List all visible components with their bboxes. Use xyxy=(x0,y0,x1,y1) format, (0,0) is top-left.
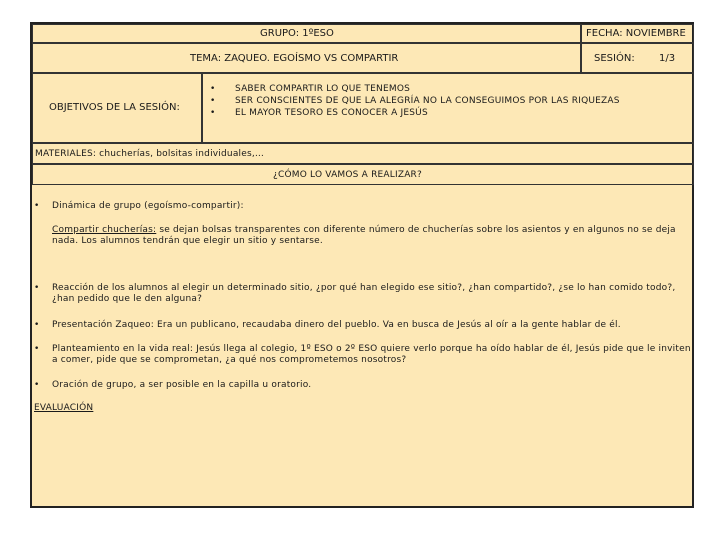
bullet-icon: • xyxy=(210,84,216,94)
materiales-text: MATERIALES: chucherías, bolsitas individuales,… xyxy=(35,149,265,159)
grupo-cell xyxy=(32,24,581,43)
tema-cell xyxy=(32,43,581,73)
objetivos-list-cell xyxy=(202,73,694,143)
objetivo-item: SER CONSCIENTES DE QUE LA ALEGRÍA NO LA CONSEGUIMOS POR LAS RIQUEZAS xyxy=(235,96,620,106)
fecha-cell xyxy=(581,24,694,43)
bullet-icon: • xyxy=(34,344,40,354)
activity-item: Presentación Zaqueo: Era un publicano, recaudaba dinero del pueblo. Va en busca de Jesús al oír a la gente hablar de él. xyxy=(52,320,621,330)
bullet-icon: • xyxy=(34,380,40,390)
bullet-icon: • xyxy=(210,96,216,106)
activities-body xyxy=(32,185,694,508)
activity-item: Planteamiento en la vida real: Jesús llega al colegio, 1º ESO o 2º ESO quiere verlo porque ha oído hablar de él, Jesús pide que le inviten a comer, pide que se comprometan, ¿a qué nos comprometemos nosotros? xyxy=(52,344,691,365)
activity-subtitle: Compartir chucherías: xyxy=(52,225,157,235)
bullet-icon: • xyxy=(34,201,40,211)
materiales-cell xyxy=(32,143,694,164)
objetivos-label: OBJETIVOS DE LA SESIÓN: xyxy=(49,102,180,113)
activity-subtext-body: se dejan bolsas transparentes con diferente número de chucherías sobre los asientos y en algunos no se deja nada. Los alumnos tendrán que elegir un sitio y sentarse. xyxy=(52,225,676,246)
bullet-icon: • xyxy=(34,283,40,293)
sesion-value: 1/3 xyxy=(659,53,676,64)
objetivo-item: EL MAYOR TESORO ES CONOCER A JESÚS xyxy=(235,108,428,118)
objetivo-item: SABER COMPARTIR LO QUE TENEMOS xyxy=(235,84,411,94)
evaluacion-heading: EVALUACIÓN xyxy=(34,403,94,413)
fecha-text: FECHA: NOVIEMBRE xyxy=(586,28,686,39)
activity-item: Oración de grupo, a ser posible en la capilla u oratorio. xyxy=(52,380,312,390)
activity-title: Dinámica de grupo (egoísmo-compartir): xyxy=(52,201,244,211)
bullet-icon: • xyxy=(210,108,216,118)
activity-subtext xyxy=(52,225,692,247)
bullet-icon: • xyxy=(34,320,40,330)
objetivos-label-cell xyxy=(32,73,202,143)
como-heading: ¿CÓMO LO VAMOS A REALIZAR? xyxy=(273,170,422,180)
grupo-text: GRUPO: 1ºESO xyxy=(260,28,334,39)
session-plan-sheet xyxy=(30,22,694,508)
sesion-cell xyxy=(581,43,694,73)
como-cell xyxy=(32,164,694,185)
tema-text: TEMA: ZAQUEO. EGOÍSMO VS COMPARTIR xyxy=(190,53,399,64)
sesion-label: SESIÓN: xyxy=(594,53,635,64)
activity-item: Reacción de los alumnos al elegir un determinado sitio, ¿por qué han elegido ese sitio?, ¿han compartido?, ¿se lo han comido todo?, ¿han pedido que le den alguna? xyxy=(52,283,676,304)
